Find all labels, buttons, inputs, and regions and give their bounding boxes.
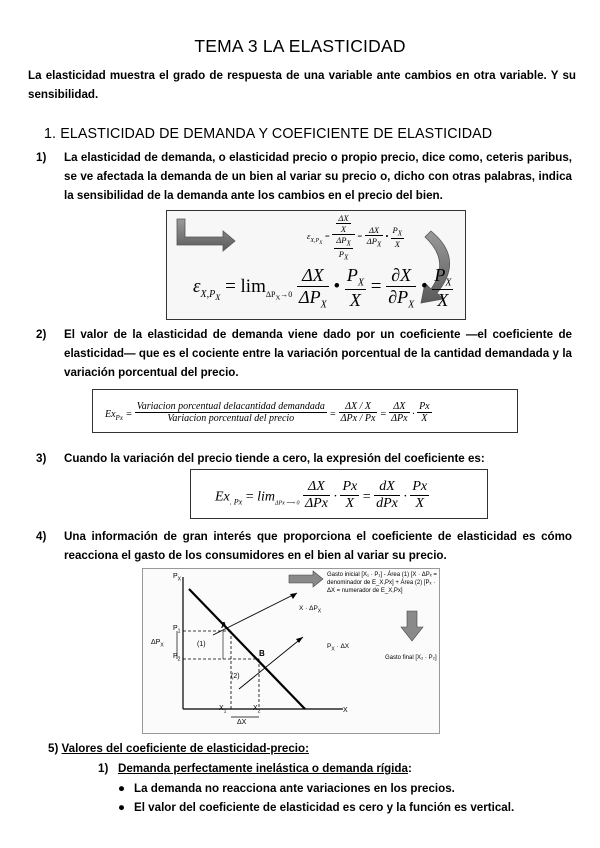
p-axis-text: P xyxy=(173,573,178,580)
bullet-dot-icon: ● xyxy=(118,782,126,795)
line1-label xyxy=(299,605,321,614)
item-number: 4) xyxy=(36,530,47,543)
p2-sub: 2 xyxy=(177,656,181,663)
frac-num: ΔX xyxy=(365,225,384,236)
fraction xyxy=(339,401,378,424)
dot-operator: • xyxy=(333,276,341,298)
frac-sub: X xyxy=(408,299,415,311)
frac-num: ΔX xyxy=(303,479,330,496)
limit-formula-box xyxy=(190,469,488,519)
bullet-dot-icon: ● xyxy=(118,801,126,814)
x-axis-label: X xyxy=(343,707,348,714)
frac-num: ΔP xyxy=(336,235,347,245)
equals-sign: = xyxy=(245,489,254,505)
equals-sign: = xyxy=(125,408,133,420)
big-elasticity-formula xyxy=(193,265,453,311)
frac-num: ΔX xyxy=(297,265,329,287)
sub-item-colon: : xyxy=(407,762,412,775)
dot-operator: · xyxy=(412,408,415,420)
bullet-text: La demanda no reacciona ante variaciones en los precios. xyxy=(134,782,455,795)
coefficient-formula xyxy=(105,403,432,426)
frac-num: Px xyxy=(412,479,428,494)
line1-sub: X xyxy=(317,608,322,615)
expenditure-graph-figure xyxy=(142,568,440,734)
item-text xyxy=(64,325,572,382)
x1-label xyxy=(219,705,226,714)
epsilon-sub2: X xyxy=(215,292,221,302)
epsilon-symbol: ε xyxy=(307,231,311,242)
frac-num: ΔX / X xyxy=(339,401,378,413)
equals-sign: = xyxy=(329,408,337,420)
bullet-text: El valor del coeficiente de elasticidad es cero y la función es vertical. xyxy=(134,801,515,814)
lim-operator: lim xyxy=(257,489,275,505)
frac-den: ΔP xyxy=(299,287,321,307)
x1-text: X xyxy=(219,705,224,712)
line2-sub: X xyxy=(331,646,335,653)
frac-den: X xyxy=(437,289,449,310)
point-b-label: B xyxy=(259,649,265,658)
item-text: Cuando la variación del precio tiende a cero, la expresión del coeficiente es: xyxy=(64,452,485,465)
elasticity-formula-box-1 xyxy=(166,210,466,320)
item-number: 5) xyxy=(48,742,59,755)
gasto-final-note: Gasto final [X₂ · P₂] xyxy=(385,655,437,661)
item-number: 2) xyxy=(36,328,47,341)
frac-num: P xyxy=(346,265,358,285)
frac-num: Px xyxy=(342,479,358,494)
x1-sub: 1 xyxy=(223,708,227,715)
nested-fraction xyxy=(332,213,355,261)
item-number: 3) xyxy=(36,452,47,465)
list-item-2 xyxy=(36,325,572,382)
item-text: La elasticidad de demanda, o elasticidad precio o propio precio, dice como, ceteris paribus, se ve afectada la demanda de un bien al variar su precio o, dicho con otras palabras, indica la sensibilidad de la demanda ante los cambios en el precio del bien. xyxy=(64,151,572,202)
item-text-a: El valor de la elasticidad de demanda viene dado por un coeficiente —el xyxy=(64,328,493,341)
frac-den: P xyxy=(338,248,344,259)
small-elasticity-formula xyxy=(307,213,404,261)
p2-text: P xyxy=(173,653,178,660)
frac-num: ΔX xyxy=(389,401,409,413)
lim-sub: ΔPx ⟶ 0 xyxy=(275,500,300,507)
epsilon-sub: X,P xyxy=(200,288,216,300)
equals-sign: = xyxy=(356,231,363,242)
epsilon-sub: X,P xyxy=(310,237,320,244)
point-a-label: A xyxy=(221,621,227,630)
list-item-5 xyxy=(48,742,309,755)
frac-den: X xyxy=(349,289,361,310)
lim-sub2: X xyxy=(275,294,281,302)
limit-lhs-sub: . Px xyxy=(229,497,243,507)
frac-den: ΔPx / Px xyxy=(340,413,376,424)
fraction xyxy=(391,225,405,249)
frac-num: ΔX xyxy=(338,213,349,223)
frac-den: dPx xyxy=(376,496,398,511)
area-2-label: (2) xyxy=(231,673,240,680)
fraction xyxy=(432,265,453,311)
p2-label xyxy=(173,653,180,662)
line2-text-b: · ΔX xyxy=(334,643,350,650)
fraction xyxy=(365,225,384,249)
line2-text: P xyxy=(327,643,332,650)
area-1-label: (1) xyxy=(197,641,206,648)
dp-label xyxy=(151,639,164,648)
frac-den: ΔP xyxy=(366,236,377,247)
coef-lhs-sub: Px xyxy=(115,413,123,422)
item-number: 1) xyxy=(36,151,47,164)
frac-den: X xyxy=(415,496,425,511)
l-arrow-icon xyxy=(177,219,235,251)
equals-sign: = xyxy=(379,408,387,420)
frac-sub: X xyxy=(346,239,351,248)
frac-num: P xyxy=(434,265,446,285)
fraction xyxy=(389,401,409,424)
item-text-c: — que es el cociente entre la variación porcentual de la cantidad demandada y la variación porcentual del precio. xyxy=(64,347,572,379)
dot-operator: • xyxy=(420,276,428,298)
item-text-bold: coeficiente de elasticidad xyxy=(64,328,572,360)
fraction xyxy=(374,479,400,512)
coef-lhs: Ex xyxy=(105,408,116,420)
frac-num: Px xyxy=(419,401,430,412)
fraction xyxy=(340,479,359,512)
fraction xyxy=(345,265,366,311)
dot-operator: · xyxy=(333,489,337,505)
list-item-3 xyxy=(36,449,572,468)
frac-sub: X xyxy=(445,277,452,289)
gasto-inicial-note: Gasto inicial [X₁ · P₁] - Área (1) [X · ΔPₓ = denominador de E_X,Px] + Área (2) [Pₓ · ΔX = numerador de E_X,Px] xyxy=(327,572,437,594)
list-item-4 xyxy=(36,527,572,565)
fraction xyxy=(303,479,330,512)
frac-num: dX xyxy=(374,479,400,496)
frac-den: X xyxy=(421,413,428,424)
frac-den: X xyxy=(345,496,355,511)
frac-sub: X xyxy=(397,230,403,239)
p1-label xyxy=(173,625,180,634)
frac-num: P xyxy=(392,225,398,236)
lim-arrow: →0 xyxy=(280,289,293,299)
item-text: Valores del coeficiente de elasticidad-precio: xyxy=(61,742,309,755)
fraction xyxy=(386,265,416,311)
p-axis-label xyxy=(173,573,181,582)
dp-sub: X xyxy=(160,642,164,649)
equals-sign: = xyxy=(370,276,382,298)
lim-operator: lim xyxy=(240,276,266,298)
intro-paragraph: La elasticidad muestra el grado de respuesta de una variable ante cambios en otra variable. Y su sensibilidad. xyxy=(28,69,576,101)
sub-item-1 xyxy=(98,762,412,775)
frac-den: ∂P xyxy=(388,287,409,307)
frac-sub: X xyxy=(376,241,382,250)
frac-sub: X xyxy=(357,277,364,289)
word-frac-num: Variacion porcentual delacantidad demandada xyxy=(136,401,325,412)
coefficient-formula-box xyxy=(92,389,518,433)
bullet-item xyxy=(118,801,514,814)
fraction xyxy=(417,401,432,424)
bullet-item xyxy=(118,782,455,795)
dot-operator: · xyxy=(403,489,407,505)
frac-sub: X xyxy=(320,299,327,311)
equals-sign: = xyxy=(362,489,371,505)
x2-label xyxy=(253,705,260,714)
section-heading: 1. ELASTICIDAD DE DEMANDA Y COEFICIENTE DE ELASTICIDAD xyxy=(44,126,493,142)
p1-text: P xyxy=(173,625,178,632)
limit-formula xyxy=(215,481,429,514)
limit-lhs: Ex xyxy=(215,489,230,505)
equals-sign: = xyxy=(324,231,331,242)
frac-num: ∂X xyxy=(386,265,416,287)
area2-pointer xyxy=(239,637,303,689)
list-item-1 xyxy=(36,148,572,205)
page-title: TEMA 3 LA ELASTICIDAD xyxy=(194,36,406,56)
x2-text: X xyxy=(253,705,258,712)
fraction xyxy=(410,479,429,512)
frac-sub: X xyxy=(343,253,349,262)
item-text: Una información de gran interés que proporciona el coeficiente de elasticidad es cómo reacciona el gasto de los consumidores en el bien al variar su precio. xyxy=(64,530,572,562)
equals-sign: = xyxy=(225,276,236,298)
lim-sub: ΔP xyxy=(265,289,276,299)
frac-den: ΔPx xyxy=(391,413,408,424)
dx-label: ΔX xyxy=(237,719,247,726)
fraction xyxy=(297,265,329,311)
sub-item-number: 1) xyxy=(98,762,109,775)
frac-den: ΔPx xyxy=(304,496,328,511)
line2-label xyxy=(327,643,349,652)
sub-item-text: Demanda perfectamente inelástica o demanda rígida xyxy=(117,762,408,775)
p-axis-sub: X xyxy=(177,576,182,583)
dot-operator: • xyxy=(385,231,389,242)
frac-den: X xyxy=(394,239,400,250)
p1-sub: 1 xyxy=(177,628,181,635)
line1-text: X · ΔP xyxy=(299,605,318,612)
down-arrow-icon xyxy=(401,611,423,641)
epsilon-symbol: ε xyxy=(193,276,201,298)
word-fraction xyxy=(135,401,327,424)
epsilon-sub2: X xyxy=(319,241,323,247)
right-arrow-icon xyxy=(289,571,323,587)
dp-text: ΔP xyxy=(151,639,161,646)
frac-den: X xyxy=(340,224,347,234)
x2-sub: 2 xyxy=(257,708,261,715)
word-frac-den: Variacion porcentual del precio xyxy=(167,413,295,424)
